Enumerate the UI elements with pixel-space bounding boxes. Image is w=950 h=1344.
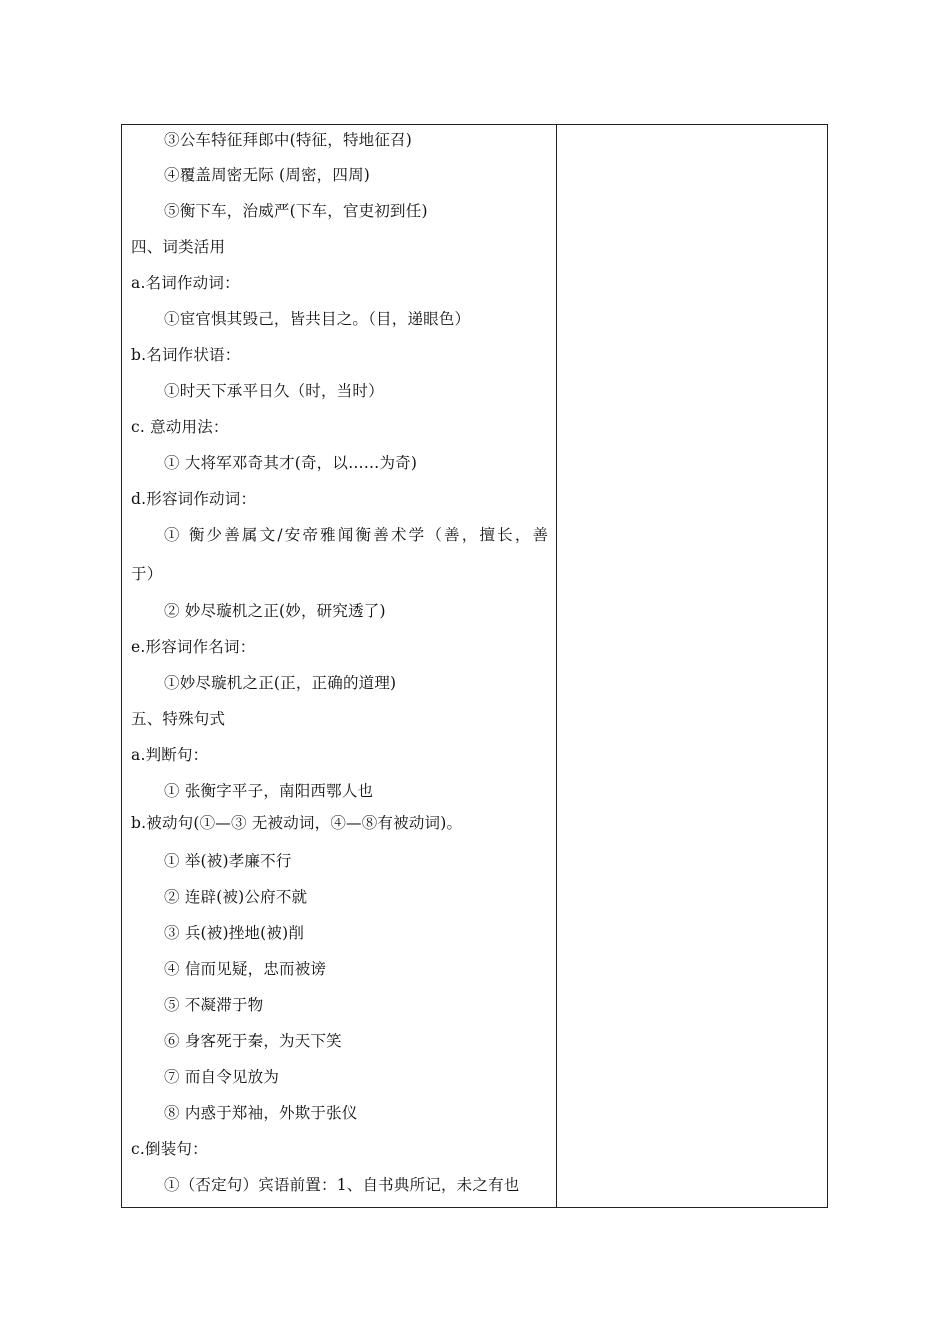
example-line: ② 妙尽璇机之正(妙，研究透了)	[164, 602, 386, 620]
subsection-heading: a.名词作动词：	[131, 274, 240, 292]
example-line: ② 连辟(被)公府不就	[164, 888, 308, 906]
subsection-heading: b.被动句(①—③ 无被动词，④—⑧有被动词)。	[131, 814, 463, 832]
subsection-heading: e.形容词作名词：	[131, 638, 256, 656]
example-line: ①时天下承平日久（时，当时）	[164, 382, 384, 400]
example-line: ① 举(被)孝廉不行	[164, 852, 292, 870]
example-line: ⑥ 身客死于秦，为天下笑	[164, 1032, 342, 1050]
example-line-continued: 于）	[131, 565, 163, 583]
subsection-heading: c. 意动用法：	[131, 418, 229, 436]
example-line: ④ 信而见疑，忠而被谤	[164, 960, 327, 978]
example-line: ①妙尽璇机之正(正，正确的道理)	[164, 674, 397, 692]
example-line: ③ 兵(被)挫地(被)削	[164, 924, 305, 942]
example-line: ① 大将军邓奇其才(奇，以……为奇)	[164, 454, 418, 472]
notes-table	[121, 124, 828, 1208]
example-line: ⑦ 而自令见放为	[164, 1068, 280, 1086]
example-line: ① 衡少善属文/安帝雅闻衡善术学（善，擅长，善	[164, 526, 551, 544]
subsection-heading: a.判断句：	[131, 746, 209, 764]
section-heading: 四、词类活用	[131, 238, 226, 256]
example-line: ⑤ 不凝滞于物	[164, 996, 264, 1014]
example-line: ①宦官惧其毁己，皆共目之。（目，递眼色）	[164, 310, 471, 328]
subsection-heading: c.倒装句：	[131, 1140, 208, 1158]
example-line: ④覆盖周密无际 (周密，四周)	[164, 166, 371, 184]
example-line: ⑧ 内惑于郑袖，外欺于张仪	[164, 1104, 358, 1122]
example-line: ③公车特征拜郎中(特征，特地征召)	[164, 131, 412, 149]
example-line: ①（否定句）宾语前置：1、自书典所记，未之有也	[164, 1176, 520, 1194]
example-line: ⑤衡下车，治威严(下车，官吏初到任)	[164, 202, 428, 220]
subsection-heading: d.形容词作动词：	[131, 490, 257, 508]
empty-cell	[557, 125, 827, 1207]
section-heading: 五、特殊句式	[131, 710, 226, 728]
subsection-heading: b.名词作状语：	[131, 346, 241, 364]
example-line: ① 张衡字平子，南阳西鄂人也	[164, 782, 374, 800]
content-cell	[122, 125, 556, 1207]
